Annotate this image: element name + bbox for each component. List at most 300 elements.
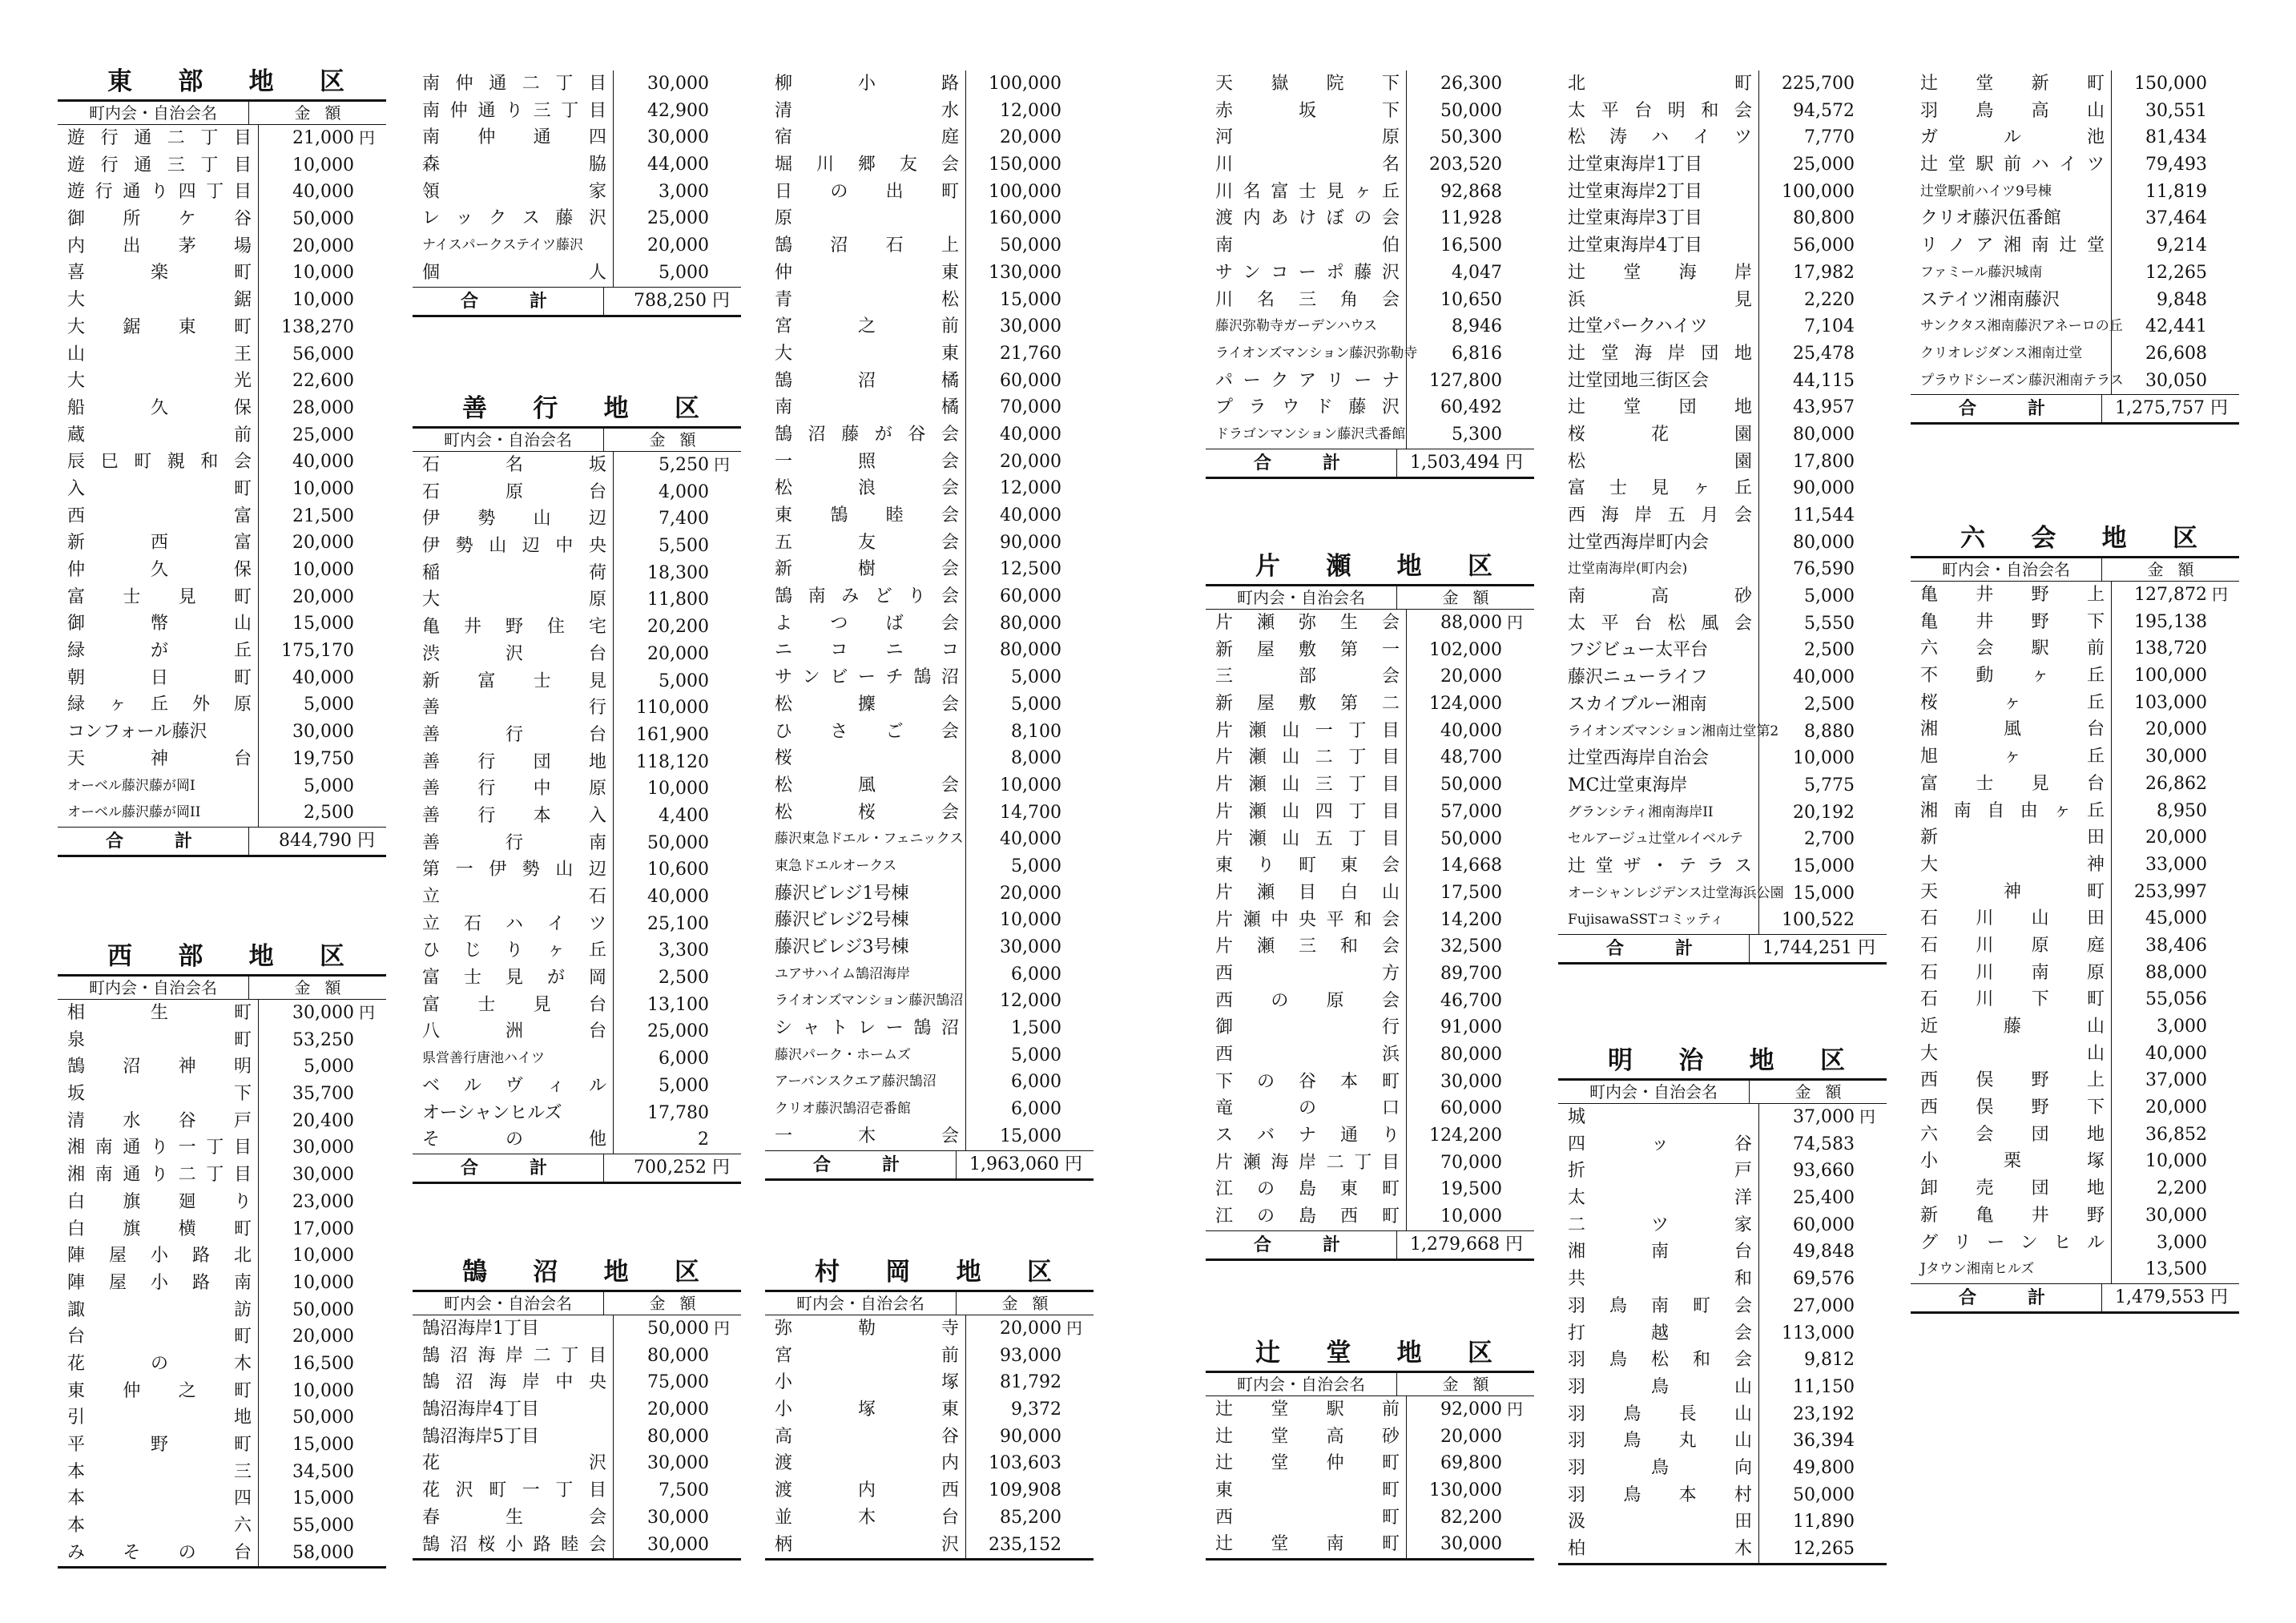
association-name: 領 家 xyxy=(422,181,606,202)
amount: 23,192 xyxy=(1758,1401,1887,1428)
amount: 25,400 xyxy=(1758,1185,1887,1212)
association-name: 藤沢パーク・ホームズ xyxy=(775,1046,911,1063)
table-row xyxy=(1911,205,2239,232)
association-name: 西 の 原 会 xyxy=(1215,990,1400,1011)
association-name: ライオンズマンション藤沢鵠沼 xyxy=(775,993,964,1009)
association-name: 鵠 南 み ど り 会 xyxy=(775,586,959,607)
association-name: 辻 堂 駅 前 ハ イ ツ xyxy=(1920,155,2105,175)
total-label: 合 計 xyxy=(1254,1234,1340,1255)
association-name: 羽 鳥 高 山 xyxy=(1920,100,2105,121)
amount: 26,862 xyxy=(2111,771,2239,798)
amount: 11,928 xyxy=(1406,205,1534,232)
table-row xyxy=(1558,610,1887,638)
association-name: 松 涛 ハ イ ツ xyxy=(1568,127,1752,148)
association-name: 藤沢ビレジ2号棟 xyxy=(775,910,909,931)
amount: 10,000 xyxy=(2111,1148,2239,1175)
association-name: 鵠沼海岸1丁目 xyxy=(422,1319,539,1339)
amount: 45,000 xyxy=(2111,905,2239,932)
table-row xyxy=(58,1432,386,1459)
amount: 6,000 xyxy=(613,1045,741,1073)
table-row xyxy=(58,503,386,530)
table-row xyxy=(58,530,386,557)
association-name: 原 xyxy=(775,208,793,229)
amount: 30,000 xyxy=(613,1504,741,1532)
table-row xyxy=(1911,690,2239,717)
association-name: 善 行 xyxy=(422,698,606,719)
association-name: 川 名 三 角 会 xyxy=(1215,289,1400,310)
association-name: 太 平 台 明 和 会 xyxy=(1568,100,1752,121)
amount: 7,770 xyxy=(1758,124,1887,151)
table-row xyxy=(58,1216,386,1243)
district-block-col2top xyxy=(413,70,741,317)
association-name: 善 行 南 xyxy=(422,832,606,853)
association-name: 清 水 xyxy=(775,100,959,121)
amount: 58,000 xyxy=(258,1540,386,1567)
association-name: 入 町 xyxy=(67,478,252,499)
amount: 11,890 xyxy=(1758,1508,1887,1536)
district-block-col4top xyxy=(1206,70,1534,479)
association-name: 大 東 xyxy=(775,343,959,364)
district-title: 六 会 地 区 xyxy=(1960,524,2197,553)
amount: 69,576 xyxy=(1758,1266,1887,1293)
association-name: 渡 内 xyxy=(775,1453,959,1474)
table-row xyxy=(765,934,1094,961)
table-row xyxy=(1206,205,1534,232)
amount: 20,000 xyxy=(965,124,1094,151)
table-row xyxy=(1206,124,1534,151)
table-row xyxy=(58,1270,386,1297)
table-row xyxy=(58,206,386,233)
amount: 100,000 xyxy=(965,179,1094,206)
table-row xyxy=(413,179,741,206)
table-row xyxy=(413,803,741,830)
table-row xyxy=(413,749,741,776)
amount: 5,300 xyxy=(1406,421,1534,449)
district-block-tobu xyxy=(58,64,386,857)
table-header xyxy=(58,974,386,1000)
association-name: 片 瀬 山 四 丁 目 xyxy=(1215,801,1400,822)
amount: 10,000 xyxy=(258,260,386,287)
amount: 2,220 xyxy=(1758,287,1887,314)
amount: 30,551 xyxy=(2111,98,2239,125)
table-row xyxy=(58,1540,386,1567)
amount: 160,000 xyxy=(965,205,1094,232)
amount: 20,200 xyxy=(613,614,741,641)
table-row xyxy=(1558,556,1887,583)
association-name: 朝 日 町 xyxy=(67,667,252,688)
table-row xyxy=(58,1378,386,1405)
amount: 20,000 xyxy=(258,233,386,260)
table-row xyxy=(58,638,386,665)
amount: 40,000 xyxy=(2111,1041,2239,1068)
amount: 12,000 xyxy=(965,98,1094,125)
name-column-header: 町内会・自治会名 xyxy=(1237,588,1365,607)
association-name: 四 ッ 谷 xyxy=(1568,1134,1752,1154)
association-name: 不 動 ヶ 丘 xyxy=(1920,666,2105,687)
table-row xyxy=(1206,1122,1534,1150)
association-name: ベ ル ヴ ィ ル xyxy=(422,1075,606,1096)
table-row xyxy=(1206,1095,1534,1122)
table-row xyxy=(1911,151,2239,179)
table-row xyxy=(1206,933,1534,961)
amount: 11,150 xyxy=(1758,1374,1887,1401)
association-name: 辻 堂 仲 町 xyxy=(1215,1453,1400,1474)
association-name: 西 俣 野 下 xyxy=(1920,1097,2105,1118)
association-name: 柄 沢 xyxy=(775,1534,959,1555)
amount: 48,700 xyxy=(1406,744,1534,771)
association-name: 松 園 xyxy=(1568,451,1752,472)
table-row xyxy=(1558,691,1887,719)
association-name: 太 洋 xyxy=(1568,1188,1752,1209)
association-name: 辻堂南海岸(町内会) xyxy=(1568,561,1688,578)
amount: 56,000 xyxy=(1758,232,1887,260)
association-name: 片 瀬 海 岸 二 丁 目 xyxy=(1215,1152,1400,1173)
amount-column-header: 金額 xyxy=(603,1292,741,1315)
amount: 17,000 xyxy=(258,1216,386,1243)
table-row xyxy=(765,1477,1094,1504)
table-row xyxy=(765,475,1094,502)
amount: 30,000 xyxy=(613,1532,741,1559)
association-name: 新 屋 敷 第 二 xyxy=(1215,694,1400,715)
association-name: 辻堂東海岸3丁目 xyxy=(1568,208,1702,229)
association-name: 大 山 xyxy=(1920,1043,2105,1064)
table-row xyxy=(1206,1504,1534,1532)
table-row xyxy=(413,205,741,232)
amount: 60,000 xyxy=(965,583,1094,610)
amount: 8,880 xyxy=(1758,719,1887,746)
association-name: 六 会 駅 前 xyxy=(1920,638,2105,659)
amount: 90,000 xyxy=(965,530,1094,557)
table-row xyxy=(58,691,386,719)
table-row xyxy=(1911,179,2239,206)
association-name: 東急ドエルオークス xyxy=(775,857,897,874)
amount: 8,946 xyxy=(1406,313,1534,340)
association-name: サ ン コ ー ポ 藤 沢 xyxy=(1215,262,1400,283)
table-row xyxy=(765,449,1094,476)
association-name: クリオ藤沢伍番館 xyxy=(1920,208,2061,229)
association-name: 平 野 町 xyxy=(67,1435,252,1455)
table-row xyxy=(765,502,1094,530)
table-row xyxy=(58,557,386,584)
table-row xyxy=(413,479,741,506)
association-name: Jタウン湘南ヒルズ xyxy=(1920,1261,2035,1278)
table-row xyxy=(58,1108,386,1135)
amount: 30,000 円 xyxy=(258,1000,386,1027)
amount: 138,720 xyxy=(2111,635,2239,662)
amount: 2,200 xyxy=(2111,1175,2239,1202)
association-name: パ ー ク ア リ ー ナ xyxy=(1215,370,1400,391)
table-row xyxy=(1558,745,1887,772)
association-name: 石 名 坂 xyxy=(422,455,606,475)
table-row xyxy=(765,1424,1094,1451)
association-name: 天 嶽 院 下 xyxy=(1215,74,1400,94)
association-name: 仲 久 保 xyxy=(67,560,252,580)
amount-column-header: 金額 xyxy=(1749,1081,1887,1103)
amount: 79,493 xyxy=(2111,151,2239,179)
amount: 17,800 xyxy=(1758,449,1887,476)
amount: 5,000 xyxy=(965,691,1094,719)
table-row xyxy=(413,70,741,98)
association-name: アーバンスクエア藤沢鵠沼 xyxy=(775,1073,937,1090)
table-row xyxy=(58,1162,386,1189)
table-row xyxy=(58,1404,386,1432)
amount: 44,115 xyxy=(1758,368,1887,395)
amount: 60,000 xyxy=(1758,1212,1887,1239)
total-row xyxy=(765,1150,1094,1181)
table-row xyxy=(1911,1230,2239,1257)
amount: 20,000 xyxy=(1406,663,1534,691)
association-name: 新 亀 井 野 xyxy=(1920,1205,2105,1226)
amount: 118,120 xyxy=(613,749,741,776)
amount: 53,250 xyxy=(258,1027,386,1054)
table-row xyxy=(58,1512,386,1540)
association-name: 六 会 団 地 xyxy=(1920,1124,2105,1145)
district-title: 善 行 地 区 xyxy=(462,394,699,423)
table-row xyxy=(1558,260,1887,287)
amount: 10,000 xyxy=(965,907,1094,934)
district-block-rokkai xyxy=(1911,521,2239,1314)
table-row xyxy=(1558,1428,1887,1455)
amount: 37,464 xyxy=(2111,205,2239,232)
amount: 130,000 xyxy=(1406,1477,1534,1504)
table-row xyxy=(1206,1041,1534,1069)
amount: 9,812 xyxy=(1758,1347,1887,1374)
table-row xyxy=(765,1015,1094,1042)
total-row xyxy=(413,1154,741,1184)
total-amount: 844,790 円 xyxy=(248,828,386,855)
association-name: 西 俣 野 上 xyxy=(1920,1070,2105,1091)
association-name: 藤沢東急ドエル・フェニックス xyxy=(775,831,964,848)
association-name: 辻堂東海岸4丁目 xyxy=(1568,236,1702,256)
table-row xyxy=(765,1315,1094,1343)
amount: 109,908 xyxy=(965,1477,1094,1504)
table-row xyxy=(765,179,1094,206)
amount: 138,270 xyxy=(258,314,386,341)
amount: 7,500 xyxy=(613,1477,741,1504)
table-row xyxy=(58,1000,386,1027)
table-row xyxy=(765,151,1094,179)
table-row xyxy=(765,961,1094,989)
table-row xyxy=(413,505,741,533)
table-row xyxy=(413,641,741,668)
amount: 75,000 xyxy=(613,1369,741,1396)
amount: 15,000 xyxy=(258,610,386,638)
amount: 30,000 xyxy=(2111,743,2239,771)
association-name: 仲 東 xyxy=(775,262,959,283)
amount: 16,500 xyxy=(258,1351,386,1378)
total-row xyxy=(1206,1230,1534,1261)
association-name: 諏 訪 xyxy=(67,1299,252,1320)
table-row xyxy=(58,314,386,341)
table-row xyxy=(1206,1531,1534,1558)
association-name: 泉 町 xyxy=(67,1029,252,1050)
association-name: 第 一 伊 勢 山 辺 xyxy=(422,860,606,880)
table-row xyxy=(1911,1202,2239,1230)
association-name: 羽 鳥 山 xyxy=(1568,1376,1752,1397)
amount: 30,000 xyxy=(258,1162,386,1189)
table-row xyxy=(1911,824,2239,852)
name-column-header: 町内会・自治会名 xyxy=(1942,560,2070,579)
table-header xyxy=(1206,584,1534,610)
table-row xyxy=(765,368,1094,395)
amount: 5,000 xyxy=(965,853,1094,880)
table-header xyxy=(1911,556,2239,582)
amount: 102,000 xyxy=(1406,637,1534,664)
table-row xyxy=(413,775,741,803)
table-row xyxy=(58,799,386,827)
table-row xyxy=(765,907,1094,934)
amount: 20,000 円 xyxy=(965,1315,1094,1343)
table-row xyxy=(1558,1401,1887,1428)
amount: 12,265 xyxy=(1758,1536,1887,1563)
amount: 5,000 xyxy=(1758,583,1887,610)
association-name: 一 照 会 xyxy=(775,451,959,472)
table-row xyxy=(1558,502,1887,530)
table-row xyxy=(1911,743,2239,771)
association-name: 共 和 xyxy=(1568,1269,1752,1290)
amount: 50,000 xyxy=(1406,771,1534,799)
amount: 5,775 xyxy=(1758,772,1887,799)
association-name: ひ じ り ヶ 丘 xyxy=(422,940,606,961)
association-name: 大 鋸 xyxy=(67,290,252,311)
table-row xyxy=(1911,313,2239,340)
association-name: 本 四 xyxy=(67,1488,252,1509)
amount: 15,000 xyxy=(965,1123,1094,1150)
association-name: 新 西 富 xyxy=(67,533,252,554)
amount: 12,500 xyxy=(965,556,1094,583)
table-row xyxy=(1558,475,1887,502)
amount: 74,583 xyxy=(1758,1131,1887,1158)
table-row xyxy=(58,422,386,449)
amount: 50,000 円 xyxy=(613,1315,741,1343)
amount: 40,000 xyxy=(965,826,1094,853)
association-name: 宮 前 xyxy=(775,1345,959,1366)
association-name: 立 石 xyxy=(422,887,606,907)
table-row xyxy=(1558,530,1887,557)
association-name: 高 谷 xyxy=(775,1426,959,1447)
association-name: ライオンズマンション湘南辻堂第2 xyxy=(1568,723,1779,739)
association-name: 川 名 xyxy=(1215,155,1400,175)
table-row xyxy=(765,610,1094,638)
amount: 7,104 xyxy=(1758,313,1887,340)
table-row xyxy=(1911,70,2239,98)
amount: 3,300 xyxy=(613,937,741,965)
amount: 20,400 xyxy=(258,1108,386,1135)
table-row xyxy=(58,1351,386,1378)
table-row xyxy=(58,1027,386,1054)
table-row xyxy=(765,313,1094,340)
association-name: 鵠沼海岸5丁目 xyxy=(422,1426,539,1447)
association-name: 堀 川 郷 友 会 xyxy=(775,155,959,175)
amount: 17,500 xyxy=(1406,880,1534,907)
table-row xyxy=(765,664,1094,691)
amount: 80,800 xyxy=(1758,205,1887,232)
table-row xyxy=(1911,1067,2239,1094)
total-label: 合 計 xyxy=(461,1157,547,1178)
amount: 50,000 xyxy=(965,232,1094,260)
amount: 88,000 円 xyxy=(1406,610,1534,637)
table-row xyxy=(1206,1176,1534,1203)
table-row xyxy=(765,637,1094,664)
amount: 20,000 xyxy=(613,1396,741,1424)
association-name: 緑 ヶ 丘 外 原 xyxy=(67,695,252,715)
association-name: そ の 他 xyxy=(422,1130,606,1150)
association-name: 引 地 xyxy=(67,1408,252,1428)
amount: 150,000 xyxy=(965,151,1094,179)
total-row xyxy=(413,287,741,317)
table-row xyxy=(765,287,1094,314)
amount: 14,200 xyxy=(1406,907,1534,934)
amount: 30,000 xyxy=(613,70,741,98)
association-name: 亀 井 野 上 xyxy=(1920,585,2105,605)
association-name: 新 樹 会 xyxy=(775,559,959,580)
amount: 5,000 xyxy=(613,1073,741,1100)
amount: 21,760 xyxy=(965,340,1094,368)
table-row xyxy=(1911,986,2239,1013)
table-row xyxy=(1558,907,1887,934)
table-row xyxy=(413,232,741,260)
table-row xyxy=(58,260,386,287)
association-name: み そ の 台 xyxy=(67,1542,252,1563)
amount: 127,800 xyxy=(1406,368,1534,395)
association-name: 西 浜 xyxy=(1215,1045,1400,1065)
association-name: 片 瀬 目 白 山 xyxy=(1215,882,1400,903)
amount: 50,000 xyxy=(1758,1482,1887,1509)
association-name: ファミール藤沢城南 xyxy=(1920,264,2043,280)
amount: 10,000 xyxy=(1406,1203,1534,1230)
district-block-seibu xyxy=(58,939,386,1569)
association-name: 青 松 xyxy=(775,289,959,310)
table-row xyxy=(1206,98,1534,125)
table-row xyxy=(1206,771,1534,799)
association-name: 辻 堂 ザ ・ テ ラ ス xyxy=(1568,856,1752,876)
table-row xyxy=(765,1069,1094,1096)
association-name: 花 沢 町 一 丁 目 xyxy=(422,1480,606,1501)
amount: 55,056 xyxy=(2111,986,2239,1013)
association-name: 富 士 見 が 岡 xyxy=(422,968,606,989)
amount: 27,000 xyxy=(1758,1293,1887,1320)
amount: 20,192 xyxy=(1758,799,1887,827)
association-name: オーベル藤沢藤が岡I xyxy=(67,777,195,794)
table-row xyxy=(58,287,386,314)
table-row xyxy=(1558,719,1887,746)
association-name: 善 行 団 地 xyxy=(422,751,606,772)
table-row xyxy=(765,745,1094,772)
amount: 23,000 xyxy=(258,1189,386,1216)
total-label: 合 計 xyxy=(1959,398,2045,420)
table-row xyxy=(1911,609,2239,636)
amount: 36,394 xyxy=(1758,1428,1887,1455)
table-row xyxy=(413,884,741,911)
table-row xyxy=(1558,1185,1887,1212)
table-row xyxy=(58,1189,386,1216)
amount: 40,000 xyxy=(1758,664,1887,691)
table-row xyxy=(1558,98,1887,125)
amount: 25,000 xyxy=(613,1018,741,1045)
table-row xyxy=(1206,1396,1534,1424)
table-row xyxy=(58,125,386,152)
association-name: 辻 堂 駅 前 xyxy=(1215,1399,1400,1420)
amount: 93,000 xyxy=(965,1343,1094,1370)
table-row xyxy=(1206,691,1534,718)
association-name: 宮 之 前 xyxy=(775,316,959,337)
table-row xyxy=(413,830,741,857)
amount: 20,000 xyxy=(613,641,741,668)
association-name: 天 神 台 xyxy=(67,748,252,769)
table-row xyxy=(58,152,386,179)
amount: 50,000 xyxy=(1406,98,1534,125)
association-name: 渋 沢 台 xyxy=(422,643,606,664)
